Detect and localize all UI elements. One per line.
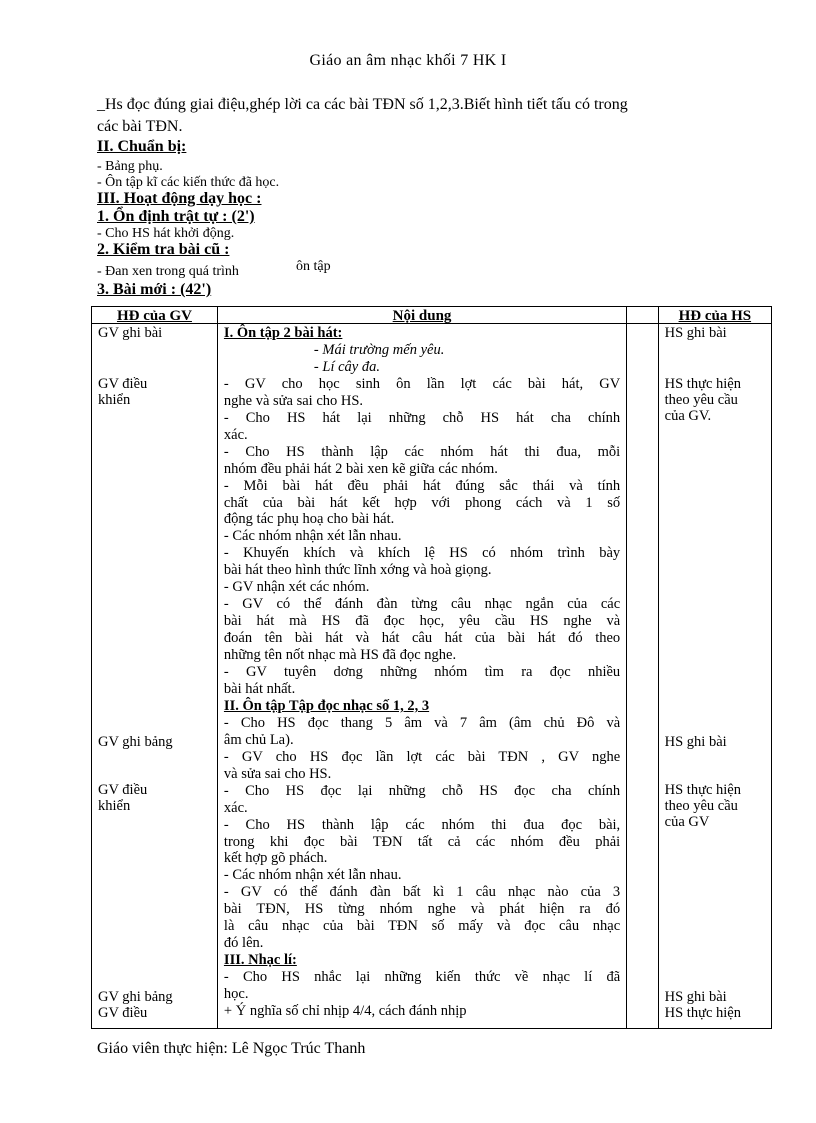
content-line: - GV có thể đánh đàn từng câu nhạc ngắn của các [223,596,621,613]
section-preparation-heading: II. Chuẩn bị: [97,138,187,155]
table-header-row [92,307,772,324]
student-activity-line: HS thực hiện [664,1005,741,1021]
content-line: - GV cho HS đọc lần lợt các bài TĐN , GV nghe [223,748,621,765]
student-activity-line: của GV. [664,408,712,424]
student-activity-line: HS thực hiện [664,782,741,798]
content-line: - Cho HS nhắc lại những kiến thức về nhạc lí đã [223,969,621,986]
content-line: - GV có thể đánh đàn bất kì 1 câu nhạc nào của 3 [223,884,621,901]
content-line: xác. [223,426,248,443]
student-activity-line: HS thực hiện [664,376,741,392]
content-line: động tác phụ hoạ cho bài hát. [223,511,395,528]
content-line: III. Nhạc lí: [223,952,297,969]
content-line: I. Ôn tập 2 bài hát: [223,325,343,341]
content-line: - Các nhóm nhận xét lẫn nhau. [223,867,402,884]
step-2-item: - Đan xen trong quá trình [97,264,239,279]
content-line: + Ý nghĩa số chỉ nhịp 4/4, cách đánh nhịp [223,1003,467,1019]
header-teacher-activity: HĐ của GV [92,307,218,324]
content-line: nghe và sửa sai cho HS. [223,392,364,409]
teacher-activity-line: GV điều [98,1005,148,1021]
teacher-activity-line: GV ghi bài [98,325,163,341]
content-line: bài hát theo hình thức lĩnh xớng và hoà giọng. [223,562,492,579]
content-line: - Cho HS đọc lại những chỗ HS đọc cha chính [223,782,621,799]
content-line: - Mỗi bài hát đều phải hát đúng sắc thái và tính [223,477,621,494]
objective-line-1: _Hs đọc đúng giai điệu,ghép lời ca các bài TĐN số 1,2,3.Biết hình tiết tấu có trong [97,96,628,113]
content-line: những tên nốt nhạc mà HS đã đọc nghe. [223,647,457,664]
content-line: chất của bài hát kết hợp với phong cách và 1 số [223,494,621,511]
content-line: II. Ôn tập Tập đọc nhạc số 1, 2, 3 [223,697,430,714]
content-line: bài TĐN, HS từng nhóm nghe và phát hiện ra đó [223,901,621,918]
teacher-activity-line: GV ghi bảng [98,989,173,1005]
teacher-activity-line: GV điều [98,376,148,392]
student-activity-line: HS ghi bài [664,734,727,750]
header-student-activity: HĐ của HS [658,307,771,324]
teacher-activity-line: khiển [98,392,131,408]
student-activity-line: của GV [664,814,710,830]
content-line: xác. [223,799,248,816]
content-line: - GV cho học sinh ôn lần lợt các bài hát, GV [223,375,621,392]
table-body-row [92,324,772,1029]
student-activity-line: theo yêu cầu [664,798,738,814]
gap-cell [627,324,658,1029]
teacher-name-footer: Giáo viên thực hiện: Lê Ngọc Trúc Thanh [97,1040,366,1057]
content-line: - Khuyến khích và khích lệ HS có nhóm trình bày [223,545,621,562]
step-2-suffix: ôn tập [296,259,331,274]
preparation-item-1: - Bảng phụ. [97,159,163,174]
content-line: - Cho HS hát lại những chỗ HS hát cha chính [223,409,621,426]
content-line: là câu nhạc của bài TĐN số mấy và đọc câu nhạc [223,918,621,935]
student-activity-cell [658,324,771,1029]
objective-line-2: các bài TĐN. [97,118,183,135]
content-line: - Cho HS thành lập các nhóm hát thi đua, mỗi [223,443,621,460]
content-line: - Cho HS thành lập các nhóm thi đua đọc bài, [223,816,621,833]
content-line: kết hợp gõ phách. [223,850,328,867]
teacher-activity-line: khiển [98,798,131,814]
content-line: trong khi đọc bài TĐN tất cả các nhóm đều phải [223,833,621,850]
content-line: học. [223,986,249,1003]
teacher-activity-line: GV điều [98,782,148,798]
content-line: - Lí cây đa. [313,358,380,375]
student-activity-line: HS ghi bài [664,325,727,341]
step-1-heading: 1. Ổn định trật tự : (2') [97,208,255,225]
content-line: - GV nhận xét các nhóm. [223,579,370,596]
step-2-heading: 2. Kiểm tra bài cũ : [97,241,230,258]
content-line: - GV tuyên dơng những nhóm tìm ra đọc nhiều [223,664,621,680]
preparation-item-2: - Ôn tập kĩ các kiến thức đã học. [97,175,280,190]
step-3-heading: 3. Bài mới : (42') [97,281,212,298]
teacher-activity-cell [92,324,218,1029]
page-title: Giáo an âm nhạc khối 7 HK I [309,52,507,69]
content-line: - Mái trường mến yêu. [313,341,445,358]
lesson-plan-table [91,306,772,1029]
content-line: nhóm đều phải hát 2 bài xen kẽ giữa các nhóm. [223,460,498,477]
content-line: - Cho HS đọc thang 5 âm và 7 âm (âm chủ Đô và [223,714,621,731]
content-line: bài hát mà HS đã đọc học, yêu cầu HS nghe và [223,613,621,630]
step-1-item: - Cho HS hát khởi động. [97,226,235,241]
content-line: âm chủ La). [223,731,294,748]
teacher-activity-line: GV ghi bảng [98,734,173,750]
content-line: - Các nhóm nhận xét lẫn nhau. [223,528,402,545]
section-activities-heading: III. Hoạt động dạy học : [97,190,262,207]
content-line: và sửa sai cho HS. [223,765,332,782]
content-line: đoán tên bài hát và hát câu hát của bài hát đó theo [223,630,621,647]
student-activity-line: HS ghi bài [664,989,727,1005]
content-cell [217,324,626,1029]
header-gap [627,307,658,324]
student-activity-line: theo yêu cầu [664,392,738,408]
content-line: bài hát nhất. [223,680,296,697]
content-line: đó lên. [223,935,264,952]
header-content: Nội dung [217,307,626,324]
